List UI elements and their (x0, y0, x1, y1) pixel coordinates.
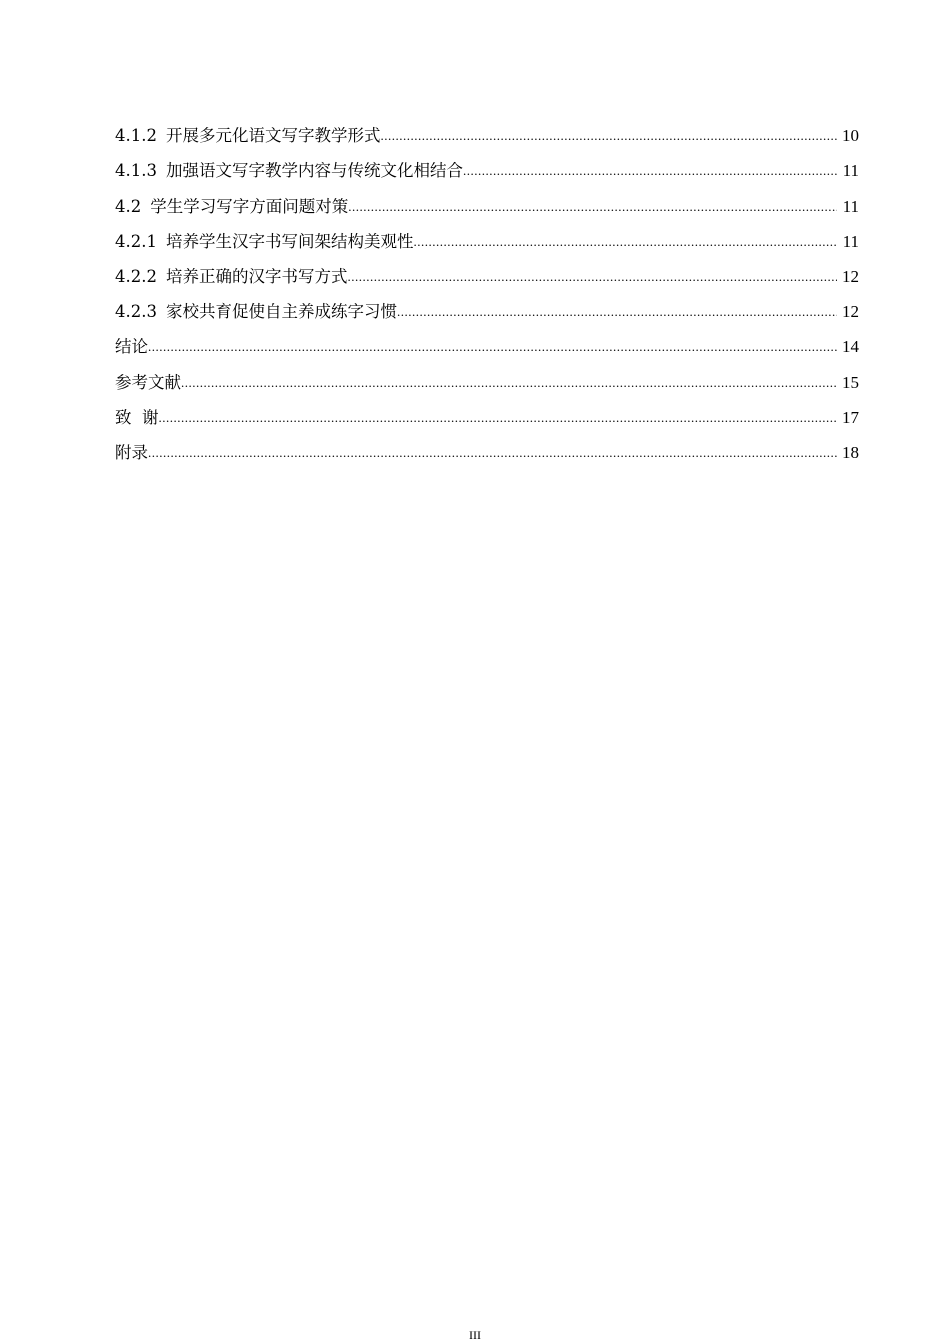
toc-leader-dots (413, 231, 837, 253)
toc-leader-dots (148, 442, 837, 464)
toc-entry-label (115, 232, 413, 253)
toc-entry-page: 11 (842, 196, 859, 216)
toc-entry-title: 培养学生汉字书写间架结构美观性 (165, 231, 414, 251)
toc-entry-page: 14 (842, 337, 859, 357)
toc-entry-title: 加强语文写字教学内容与传统文化相结合 (165, 161, 463, 181)
toc-entry-page: 15 (842, 372, 859, 392)
toc-leader-dots (380, 125, 837, 147)
toc-entry[interactable] (115, 358, 859, 393)
toc-entry-label (115, 197, 348, 218)
toc-entry-label (115, 443, 148, 464)
toc-leader-dots (348, 196, 837, 218)
toc-entry[interactable] (115, 323, 859, 358)
toc-entry-page: 17 (842, 407, 859, 427)
toc-entry-number: 4.2.3 (115, 302, 157, 322)
toc-entry-number: 4.1.2 (115, 126, 157, 146)
toc-entry-page: 18 (842, 442, 859, 462)
toc-entry[interactable] (115, 288, 859, 323)
toc-entry-number: 4.2.1 (115, 231, 157, 251)
toc-entry-page: 11 (842, 161, 859, 181)
toc-entry-title: 致 谢 (115, 407, 159, 427)
toc-entry-number: 4.2 (115, 196, 142, 216)
toc-entry-page: 12 (842, 302, 859, 322)
toc-entry[interactable] (115, 112, 859, 147)
toc-entry-label (115, 267, 347, 288)
toc-entry-title: 培养正确的汉字书写方式 (165, 266, 348, 286)
table-of-contents (115, 112, 859, 464)
toc-entry-number: 4.1.3 (115, 161, 157, 181)
toc-entry-label (115, 337, 148, 358)
toc-entry[interactable] (115, 394, 859, 429)
toc-entry-title: 结论 (115, 337, 148, 357)
toc-leader-dots (347, 266, 837, 288)
toc-entry-label (115, 373, 181, 394)
toc-entry-title: 开展多元化语文写字教学形式 (165, 126, 381, 146)
toc-entry-label (115, 161, 463, 182)
toc-entry-title: 附录 (115, 442, 148, 462)
toc-entry[interactable] (115, 218, 859, 253)
toc-entry[interactable] (115, 147, 859, 182)
toc-entry-page: 10 (842, 126, 859, 146)
toc-entry[interactable] (115, 182, 859, 217)
toc-entry[interactable] (115, 429, 859, 464)
toc-entry-page: 12 (842, 266, 859, 286)
page-number: III (469, 1328, 481, 1342)
toc-leader-dots (397, 301, 837, 323)
toc-leader-dots (159, 407, 838, 429)
toc-entry[interactable] (115, 253, 859, 288)
toc-entry-page: 11 (842, 231, 859, 251)
toc-leader-dots (181, 372, 837, 394)
toc-entry-title: 参考文献 (115, 372, 181, 392)
toc-leader-dots (463, 160, 837, 182)
toc-leader-dots (148, 336, 837, 358)
toc-entry-title: 学生学习写字方面问题对策 (150, 196, 349, 216)
toc-entry-label (115, 302, 397, 323)
toc-entry-label (115, 408, 159, 429)
toc-entry-title: 家校共育促使自主养成练字习惯 (165, 302, 397, 322)
toc-entry-label (115, 126, 380, 147)
toc-entry-number: 4.2.2 (115, 266, 157, 286)
